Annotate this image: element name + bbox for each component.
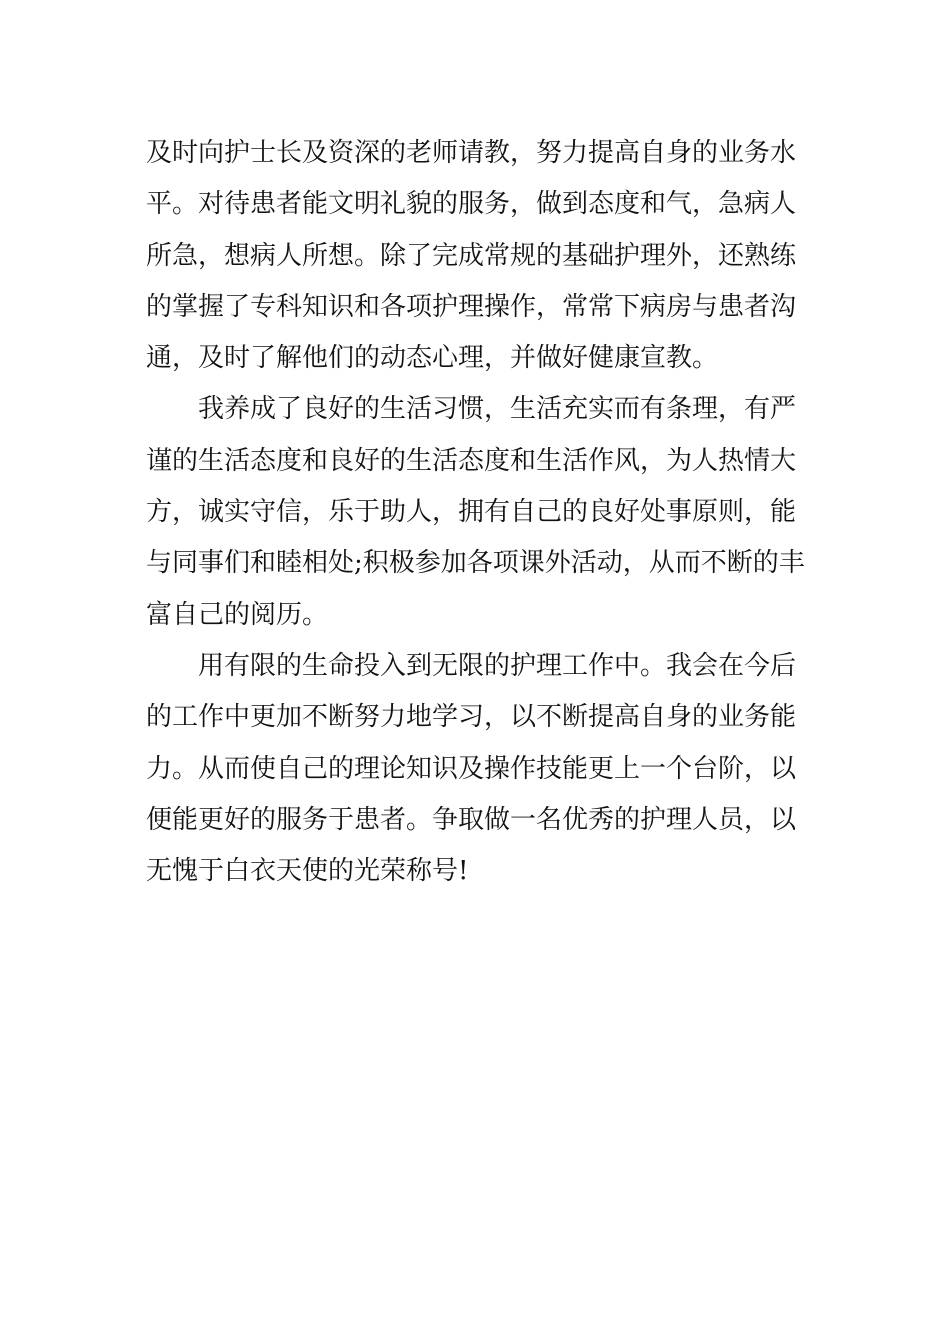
paragraph-line: 力。从而使自己的理论知识及操作技能更上一个台阶，以 bbox=[146, 753, 797, 784]
paragraph-line: 及时向护士长及资深的老师请教，努力提高自身的业务水 bbox=[146, 138, 797, 168]
paragraph-line: 富自己的阅历。 bbox=[146, 599, 329, 630]
paragraph-line: 无愧于白衣天使的光荣称号! bbox=[146, 856, 469, 887]
paragraph-line: 与同事们和睦相处;积极参加各项课外活动，从而不断的丰 bbox=[146, 548, 805, 579]
paragraph-line: 用有限的生命投入到无限的护理工作中。我会在今后 bbox=[198, 650, 797, 681]
paragraph-line: 通，及时了解他们的动态心理，并做好健康宣教。 bbox=[146, 343, 719, 374]
paragraph-line: 我养成了良好的生活习惯，生活充实而有条理，有严 bbox=[198, 394, 797, 425]
paragraph-line: 的工作中更加不断努力地学习，以不断提高自身的业务能 bbox=[146, 702, 797, 733]
paragraph-line: 所急，想病人所想。除了完成常规的基础护理外，还熟练 bbox=[146, 240, 797, 271]
paragraph-3 bbox=[146, 641, 814, 897]
paragraph-line: 的掌握了专科知识和各项护理操作，常常下病房与患者沟 bbox=[146, 291, 797, 322]
paragraph-line: 便能更好的服务于患者。争取做一名优秀的护理人员，以 bbox=[146, 804, 797, 835]
paragraph-line: 谨的生活态度和良好的生活态度和生活作风，为人热情大 bbox=[146, 445, 797, 476]
paragraph-line: 平。对待患者能文明礼貌的服务，做到态度和气，急病人 bbox=[146, 189, 797, 220]
document-body bbox=[146, 128, 814, 897]
paragraph-line: 方，诚实守信，乐于助人，拥有自己的良好处事原则，能 bbox=[146, 497, 797, 528]
paragraph-1 bbox=[146, 128, 814, 384]
paragraph-2 bbox=[146, 384, 814, 640]
